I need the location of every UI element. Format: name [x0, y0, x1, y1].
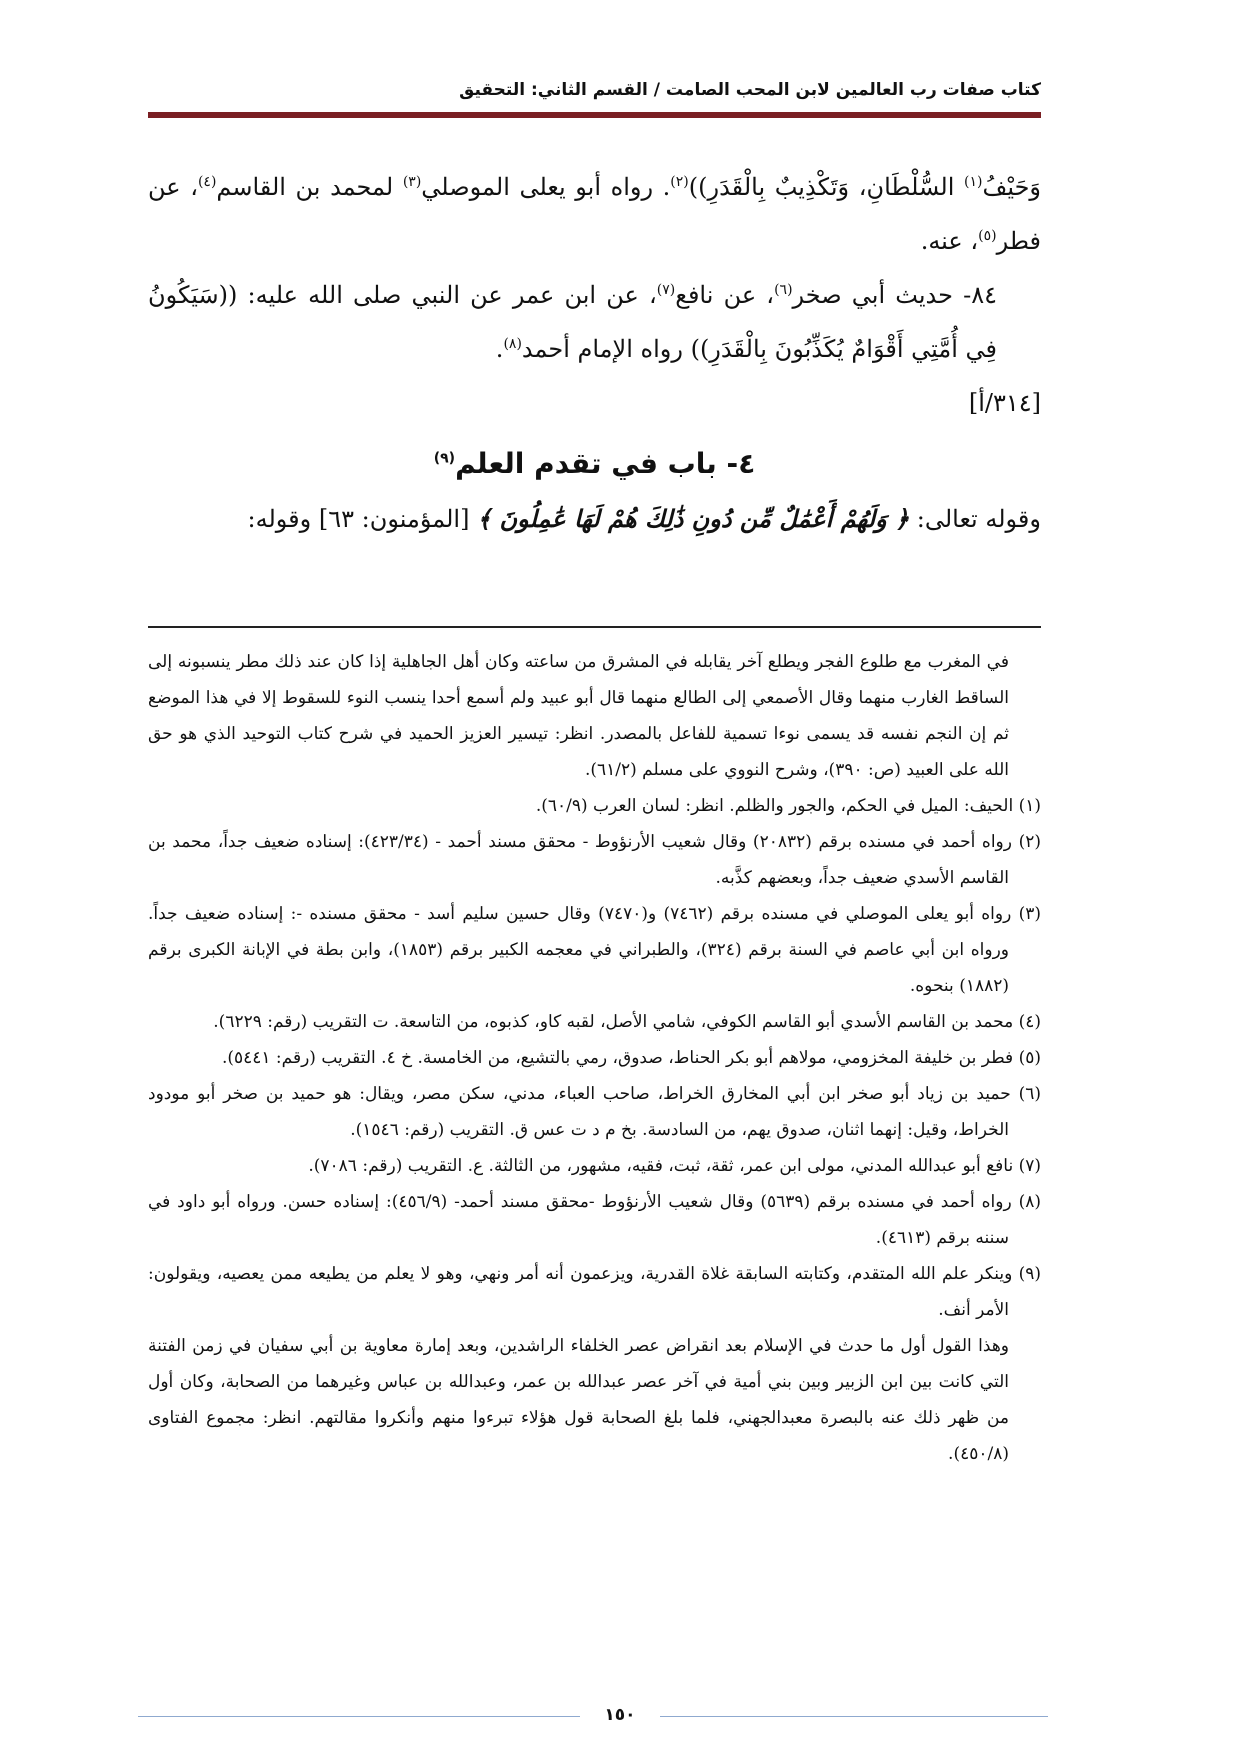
header-rule	[148, 112, 1041, 118]
footnote-separator	[148, 626, 1041, 628]
text-run: لمحمد بن القاسم	[216, 173, 403, 201]
text-run: ، عن ابن عمر عن النبي صلى الله عليه: ((سَيَكُونُ فِي أُمَّتِي أَقْوَامٌ يُكَذِّبُونَ بِالْقَدَرِ)) رواه الإمام أحمد	[148, 281, 997, 363]
footnote-2: (٢) رواه أحمد في مسنده برقم (٢٠٨٣٢) وقال شعيب الأرنؤوط - محقق مسند أحمد - (٤٢٣/٣٤): إسناده ضعيف جداً، محمد بن القاسم الأسدي ضعيف جداً، وبعضهم كذَّبه.	[148, 832, 1041, 888]
paragraph-quran-verse	[148, 492, 1041, 546]
footnote-ref-5[interactable]: (٥)	[978, 228, 997, 244]
footnote-6: (٦) حميد بن زياد أبو صخر ابن أبي المخارق الخراط، صاحب العباء، مدني، سكن مصر، ويقال: هو حميد بن صخر أبو مودود الخراط، وقيل: إنهما اثنان، صدوق يهم، من السادسة. بخ م د ت عس ق. التقريب (رقم: ١٥٤٦).	[148, 1084, 1041, 1140]
chapter-heading	[148, 436, 1041, 492]
footnote-5: (٥) فطر بن خليفة المخزومي، مولاهم أبو بكر الحناط، صدوق، رمي بالتشيع، من الخامسة. خ ٤. التقريب (رقم: ٥٤٤١).	[221, 1048, 1041, 1068]
footnotes-section	[148, 644, 1041, 1472]
text-run: السُّلْطَانِ، وَتَكْذِيبٌ بِالْقَدَرِ))	[688, 173, 965, 201]
running-header	[148, 68, 1041, 118]
footnote-8: (٨) رواه أحمد في مسنده برقم (٥٦٣٩) وقال شعيب الأرنؤوط -محقق مسند أحمد- (٤٥٦/٩): إسناده حسن. ورواه أبو داود في سننه برقم (٤٦١٣).	[148, 1192, 1041, 1248]
text-run: ، عن نافع	[675, 281, 775, 309]
footnote-1: (١) الحيف: الميل في الحكم، والجور والظلم. انظر: لسان العرب (٦٠/٩).	[535, 796, 1041, 816]
footnote-ref-9[interactable]: (٩)	[433, 450, 456, 467]
page-number: ١٥٠	[580, 1698, 660, 1732]
text-run: .	[495, 335, 504, 363]
footnote-3: (٣) رواه أبو يعلى الموصلي في مسنده برقم (٧٤٦٢) و(٧٤٧٠) وقال حسين سليم أسد - محقق مسنده -: إسناده ضعيف جداً. ورواه ابن أبي عاصم في السنة برقم (٣٢٤)، والطبراني في معجمه الكبير برقم (١٨٥٣)، وابن بطة في الإبانة الكبرى برقم (١٨٨٢) بنحوه.	[148, 904, 1041, 996]
text-run: [المؤمنون: ٦٣] وقوله:	[247, 505, 478, 533]
text-run: وقوله تعالى:	[909, 505, 1041, 533]
footnote-ref-2[interactable]: (٢)	[670, 174, 689, 190]
footnote-9-continuation: وهذا القول أول ما حدث في الإسلام بعد انقراض عصر الخلفاء الراشدين، وبعد إمارة معاوية بن أبي سفيان في زمن الفتنة التي كانت بين ابن الزبير وبين بني أمية في آخر عصر عبدالله بن عمر، وعبدالله بن عباس وغيرهما من الصحابة، وكان أول من ظهر ذلك عنه بالبصرة معبدالجهني، فلما بلغ الصحابة قول هؤلاء تبرءوا منهم وأنكروا مقالتهم. انظر: مجموع الفتاوى (٤٥٠/٨).	[148, 1336, 1009, 1464]
text-run: ، عن فطر	[148, 173, 1041, 255]
chapter-title: ٤- باب في تقدم العلم	[455, 447, 756, 480]
footnote-ref-3[interactable]: (٣)	[402, 174, 422, 190]
paragraph-hadith-83-end	[148, 160, 1041, 268]
footnote-ref-7[interactable]: (٧)	[656, 282, 676, 298]
quran-verse: ﴿ وَلَهُمْ أَعْمَٰلٌ مِّن دُونِ ذَٰلِكَ هُمْ لَهَا عَٰمِلُونَ ﴾	[477, 504, 910, 533]
text-run: ٨٤- حديث أبي صخر	[792, 281, 998, 309]
footnote-9: (٩) وينكر علم الله المتقدم، وكتابته السابقة غلاة القدرية، ويزعمون أنه أمر ونهي، وهو لا يعلم من يطيعه ممن يعصيه، ويقولون: الأمر أنف.	[148, 1264, 1041, 1320]
footnote-ref-4[interactable]: (٤)	[197, 174, 217, 190]
footnote-7: (٧) نافع أبو عبدالله المدني، مولى ابن عمر، ثقة، ثبت، فقيه، مشهور، من الثالثة. ع. التقريب (رقم: ٧٠٨٦).	[308, 1156, 1041, 1176]
manuscript-page-marker: [٣١٤/أ]	[968, 389, 1041, 417]
main-text	[148, 160, 1041, 546]
text-run: ، عنه.	[920, 227, 979, 255]
text-run: . رواه أبو يعلى الموصلي	[421, 173, 671, 201]
footnote-ref-1[interactable]: (١)	[964, 174, 983, 190]
footnote-ref-6[interactable]: (٦)	[774, 282, 793, 298]
header-title: كتاب صفات رب العالمين لابن المحب الصامت / القسم الثاني: التحقيق	[459, 80, 1041, 100]
footnote-continuation: في المغرب مع طلوع الفجر ويطلع آخر يقابله في المشرق من ساعته وكان أهل الجاهلية إذا كان عند ذلك مطر ينسبونه إلى الساقط الغارب منهما وقال الأصمعي إلى الطالع منهما قال أبو عبيد ولم أسمع أحدا ينسب النوء للسقوط إلا في هذا الموضع ثم إن النجم نفسه قد يسمى نوءا تسمية للفاعل بالمصدر. انظر: تيسير العزيز الحميد في شرح كتاب التوحيد الذي هو حق الله على العبيد (ص: ٣٩٠)، وشرح النووي على مسلم (٦١/٢).	[148, 652, 1009, 780]
footnote-ref-8[interactable]: (٨)	[503, 336, 522, 352]
text-run: وَحَيْفُ	[982, 173, 1041, 201]
paragraph-hadith-84	[148, 268, 1041, 376]
footnote-4: (٤) محمد بن القاسم الأسدي أبو القاسم الكوفي، شامي الأصل، لقبه كاو، كذبوه، من التاسعة. ت التقريب (رقم: ٦٢٢٩).	[213, 1012, 1041, 1032]
